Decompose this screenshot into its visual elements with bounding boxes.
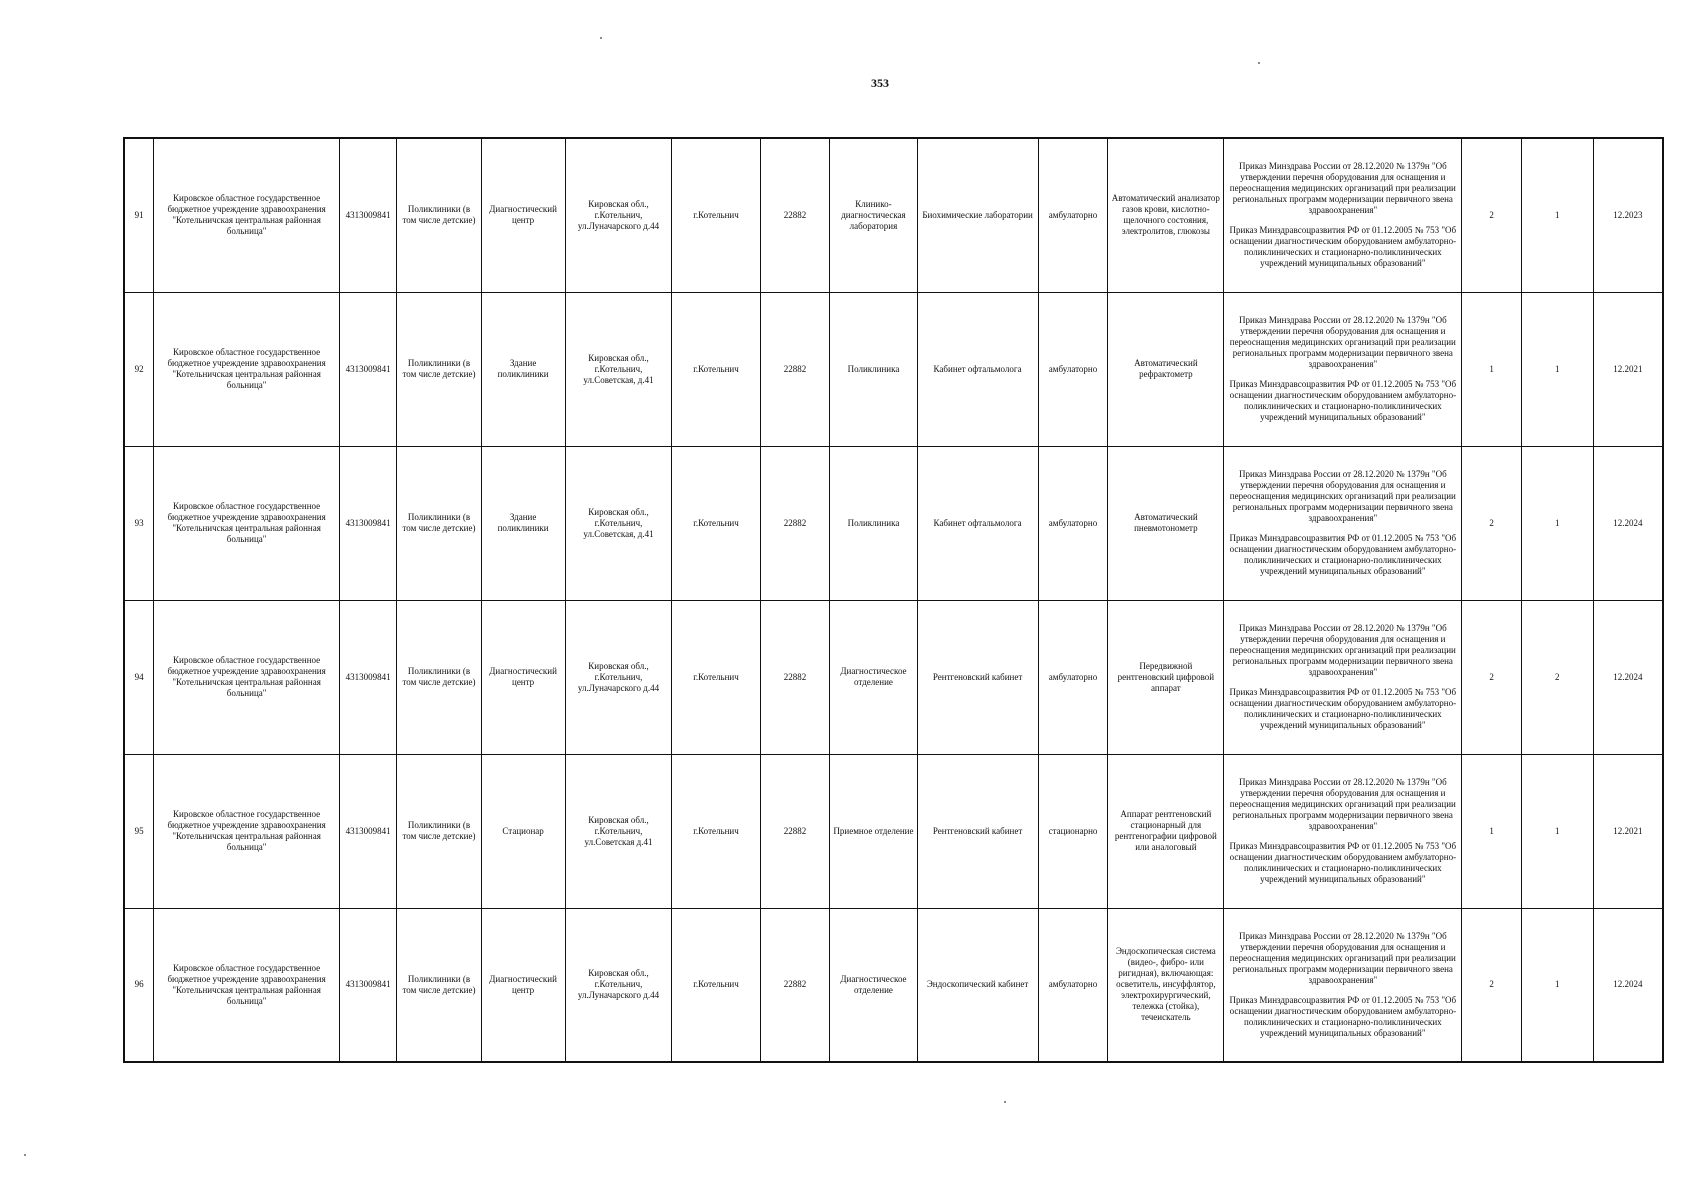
cell-city: г.Котельнич xyxy=(672,292,760,446)
regulation-order-1379n: Приказ Минздрава России от 28.12.2020 № 1379н "Об утверждении перечня оборудования для оснащения и переоснащения медицинских организаций при реализации региональных программ модернизации первичного звена здравоохранения" xyxy=(1229,161,1456,216)
cell-row-number: 95 xyxy=(124,754,154,908)
cell-row-number: 91 xyxy=(124,138,154,292)
regulation-order-753: Приказ Минздравсоцразвития РФ от 01.12.2005 № 753 "Об оснащении диагностическим оборудованием амбулаторно-поликлинических и стационарно-поликлинических учреждений муниципальных образований" xyxy=(1229,687,1457,730)
cell-care-form: амбулаторно xyxy=(1038,292,1108,446)
cell-quantity-available: 1 xyxy=(1521,908,1593,1062)
cell-quantity-required: 2 xyxy=(1462,600,1522,754)
cell-organization-type: Поликлиники (в том числе детские) xyxy=(397,908,481,1062)
cell-organization-type: Поликлиники (в том числе детские) xyxy=(397,754,481,908)
cell-address: Кировская обл., г.Котельнич, ул.Советская, д.41 xyxy=(565,292,672,446)
cell-equipment-name: Автоматический пневмотонометр xyxy=(1108,446,1224,600)
table-row xyxy=(124,292,1663,446)
cell-organization-name: Кировское областное государственное бюджетное учреждение здравоохранения "Котельничская центральная районная больница" xyxy=(154,292,340,446)
cell-address: Кировская обл., г.Котельнич, ул.Луначарского д.44 xyxy=(565,138,672,292)
cell-quantity-available: 1 xyxy=(1521,754,1593,908)
cell-equipment-name: Передвижной рентгеновский цифровой аппарат xyxy=(1108,600,1224,754)
cell-department: Диагностическое отделение xyxy=(830,600,917,754)
cell-building: Здание поликлиники xyxy=(481,446,565,600)
cell-due-date: 12.2024 xyxy=(1593,908,1663,1062)
cell-address: Кировская обл., г.Котельнич, ул.Советская д.41 xyxy=(565,754,672,908)
page-number: 353 xyxy=(871,76,889,90)
cell-regulation xyxy=(1224,908,1462,1062)
cell-department: Диагностическое отделение xyxy=(830,908,917,1062)
cell-equipment-name: Автоматический рефрактометр xyxy=(1108,292,1224,446)
cell-department: Приемное отделение xyxy=(830,754,917,908)
cell-population: 22882 xyxy=(760,754,830,908)
cell-care-form: амбулаторно xyxy=(1038,908,1108,1062)
cell-care-form: амбулаторно xyxy=(1038,446,1108,600)
cell-quantity-required: 1 xyxy=(1462,754,1522,908)
cell-department: Клинико-диагностическая лаборатория xyxy=(830,138,917,292)
cell-department: Поликлиника xyxy=(830,446,917,600)
cell-building: Диагностический центр xyxy=(481,908,565,1062)
cell-inn: 4313009841 xyxy=(339,446,396,600)
regulation-order-1379n: Приказ Минздрава России от 28.12.2020 № 1379н "Об утверждении перечня оборудования для оснащения и переоснащения медицинских организаций при реализации региональных программ модернизации первичного звена здравоохранения" xyxy=(1229,623,1456,677)
cell-address: Кировская обл., г.Котельнич, ул.Луначарского д.44 xyxy=(565,908,672,1062)
cell-city: г.Котельнич xyxy=(672,138,760,292)
cell-regulation xyxy=(1224,446,1462,600)
cell-equipment-name: Эндоскопическая система (видео-, фибро- или ригидная), включающая: осветитель, инсуффлятор, электрохирургический, тележка (стойка), течеискатель xyxy=(1108,908,1224,1062)
cell-quantity-available: 1 xyxy=(1521,292,1593,446)
cell-room: Рентгеновский кабинет xyxy=(917,600,1038,754)
cell-room: Биохимические лаборатории xyxy=(917,138,1038,292)
cell-due-date: 12.2024 xyxy=(1593,446,1663,600)
cell-quantity-required: 1 xyxy=(1462,292,1522,446)
cell-care-form: стационарно xyxy=(1038,754,1108,908)
scan-speck xyxy=(24,1154,26,1156)
cell-city: г.Котельнич xyxy=(672,600,760,754)
cell-population: 22882 xyxy=(760,292,830,446)
regulation-order-1379n: Приказ Минздрава России от 28.12.2020 № 1379н "Об утверждении перечня оборудования для оснащения и переоснащения медицинских организаций при реализации региональных программ модернизации первичного звена здравоохранения" xyxy=(1229,469,1456,523)
cell-care-form: амбулаторно xyxy=(1038,138,1108,292)
cell-organization-type: Поликлиники (в том числе детские) xyxy=(397,600,481,754)
scan-speck xyxy=(1258,62,1260,64)
cell-quantity-required: 2 xyxy=(1462,138,1522,292)
cell-room: Кабинет офтальмолога xyxy=(917,292,1038,446)
regulation-order-1379n: Приказ Минздрава России от 28.12.2020 № 1379н "Об утверждении перечня оборудования для оснащения и переоснащения медицинских организаций при реализации региональных программ модернизации первичного звена здравоохранения" xyxy=(1229,930,1456,985)
cell-regulation xyxy=(1224,754,1462,908)
cell-population: 22882 xyxy=(760,446,830,600)
cell-organization-type: Поликлиники (в том числе детские) xyxy=(397,138,481,292)
cell-address: Кировская обл., г.Котельнич, ул.Луначарского д.44 xyxy=(565,600,672,754)
table-row xyxy=(124,600,1663,754)
cell-organization-name: Кировское областное государственное бюджетное учреждение здравоохранения "Котельничская центральная районная больница" xyxy=(154,754,340,908)
cell-organization-name: Кировское областное государственное бюджетное учреждение здравоохранения "Котельничская центральная районная больница" xyxy=(154,446,340,600)
cell-inn: 4313009841 xyxy=(339,908,396,1062)
cell-address: Кировская обл., г.Котельнич, ул.Советская, д.41 xyxy=(565,446,672,600)
cell-care-form: амбулаторно xyxy=(1038,600,1108,754)
table-row xyxy=(124,446,1663,600)
cell-due-date: 12.2024 xyxy=(1593,600,1663,754)
cell-organization-name: Кировское областное государственное бюджетное учреждение здравоохранения "Котельничская центральная районная больница" xyxy=(154,138,340,292)
cell-population: 22882 xyxy=(760,138,830,292)
cell-city: г.Котельнич xyxy=(672,446,760,600)
cell-due-date: 12.2021 xyxy=(1593,754,1663,908)
cell-row-number: 93 xyxy=(124,446,154,600)
cell-regulation xyxy=(1224,292,1462,446)
cell-department: Поликлиника xyxy=(830,292,917,446)
scan-speck xyxy=(1004,1101,1006,1103)
regulation-order-753: Приказ Минздравсоцразвития РФ от 01.12.2005 № 753 "Об оснащении диагностическим оборудованием амбулаторно-поликлинических и стационарно-поликлинических учреждений муниципальных образований" xyxy=(1229,533,1457,576)
cell-room: Кабинет офтальмолога xyxy=(917,446,1038,600)
cell-population: 22882 xyxy=(760,908,830,1062)
cell-quantity-required: 2 xyxy=(1462,446,1522,600)
regulation-order-1379n: Приказ Минздрава России от 28.12.2020 № 1379н "Об утверждении перечня оборудования для оснащения и переоснащения медицинских организаций при реализации региональных программ модернизации первичного звена здравоохранения" xyxy=(1229,315,1456,369)
table-row xyxy=(124,908,1663,1062)
cell-organization-name: Кировское областное государственное бюджетное учреждение здравоохранения "Котельничская центральная районная больница" xyxy=(154,908,340,1062)
cell-building: Диагностический центр xyxy=(481,600,565,754)
cell-room: Рентгеновский кабинет xyxy=(917,754,1038,908)
cell-building: Диагностический центр xyxy=(481,138,565,292)
regulation-order-753: Приказ Минздравсоцразвития РФ от 01.12.2005 № 753 "Об оснащении диагностическим оборудованием амбулаторно-поликлинических и стационарно-поликлинических учреждений муниципальных образований" xyxy=(1229,994,1457,1038)
cell-due-date: 12.2021 xyxy=(1593,292,1663,446)
cell-quantity-available: 1 xyxy=(1521,446,1593,600)
cell-organization-type: Поликлиники (в том числе детские) xyxy=(397,446,481,600)
cell-row-number: 94 xyxy=(124,600,154,754)
regulation-order-753: Приказ Минздравсоцразвития РФ от 01.12.2005 № 753 "Об оснащении диагностическим оборудованием амбулаторно-поликлинических и стационарно-поликлинических учреждений муниципальных образований" xyxy=(1229,841,1457,884)
cell-building: Здание поликлиники xyxy=(481,292,565,446)
cell-building: Стационар xyxy=(481,754,565,908)
cell-city: г.Котельнич xyxy=(672,908,760,1062)
cell-quantity-available: 2 xyxy=(1521,600,1593,754)
cell-inn: 4313009841 xyxy=(339,600,396,754)
scan-speck xyxy=(600,37,602,39)
cell-due-date: 12.2023 xyxy=(1593,138,1663,292)
regulation-order-1379n: Приказ Минздрава России от 28.12.2020 № 1379н "Об утверждении перечня оборудования для оснащения и переоснащения медицинских организаций при реализации региональных программ модернизации первичного звена здравоохранения" xyxy=(1229,777,1456,831)
equipment-table xyxy=(123,137,1664,1063)
cell-inn: 4313009841 xyxy=(339,754,396,908)
cell-row-number: 96 xyxy=(124,908,154,1062)
cell-equipment-name: Аппарат рентгеновский стационарный для рентгенографии цифровой или аналоговый xyxy=(1108,754,1224,908)
regulation-order-753: Приказ Минздравсоцразвития РФ от 01.12.2005 № 753 "Об оснащении диагностическим оборудованием амбулаторно-поликлинических и стационарно-поликлинических учреждений муниципальных образований" xyxy=(1229,225,1457,269)
cell-inn: 4313009841 xyxy=(339,138,396,292)
cell-regulation xyxy=(1224,600,1462,754)
table-row xyxy=(124,138,1663,292)
cell-equipment-name: Автоматический анализатор газов крови, кислотно-щелочного состояния, электролитов, глюкозы xyxy=(1108,138,1224,292)
cell-city: г.Котельнич xyxy=(672,754,760,908)
cell-room: Эндоскопический кабинет xyxy=(917,908,1038,1062)
regulation-order-753: Приказ Минздравсоцразвития РФ от 01.12.2005 № 753 "Об оснащении диагностическим оборудованием амбулаторно-поликлинических и стационарно-поликлинических учреждений муниципальных образований" xyxy=(1229,379,1457,422)
cell-regulation xyxy=(1224,138,1462,292)
cell-row-number: 92 xyxy=(124,292,154,446)
cell-organization-name: Кировское областное государственное бюджетное учреждение здравоохранения "Котельничская центральная районная больница" xyxy=(154,600,340,754)
cell-population: 22882 xyxy=(760,600,830,754)
table-row xyxy=(124,754,1663,908)
cell-quantity-required: 2 xyxy=(1462,908,1522,1062)
cell-inn: 4313009841 xyxy=(339,292,396,446)
cell-quantity-available: 1 xyxy=(1521,138,1593,292)
cell-organization-type: Поликлиники (в том числе детские) xyxy=(397,292,481,446)
